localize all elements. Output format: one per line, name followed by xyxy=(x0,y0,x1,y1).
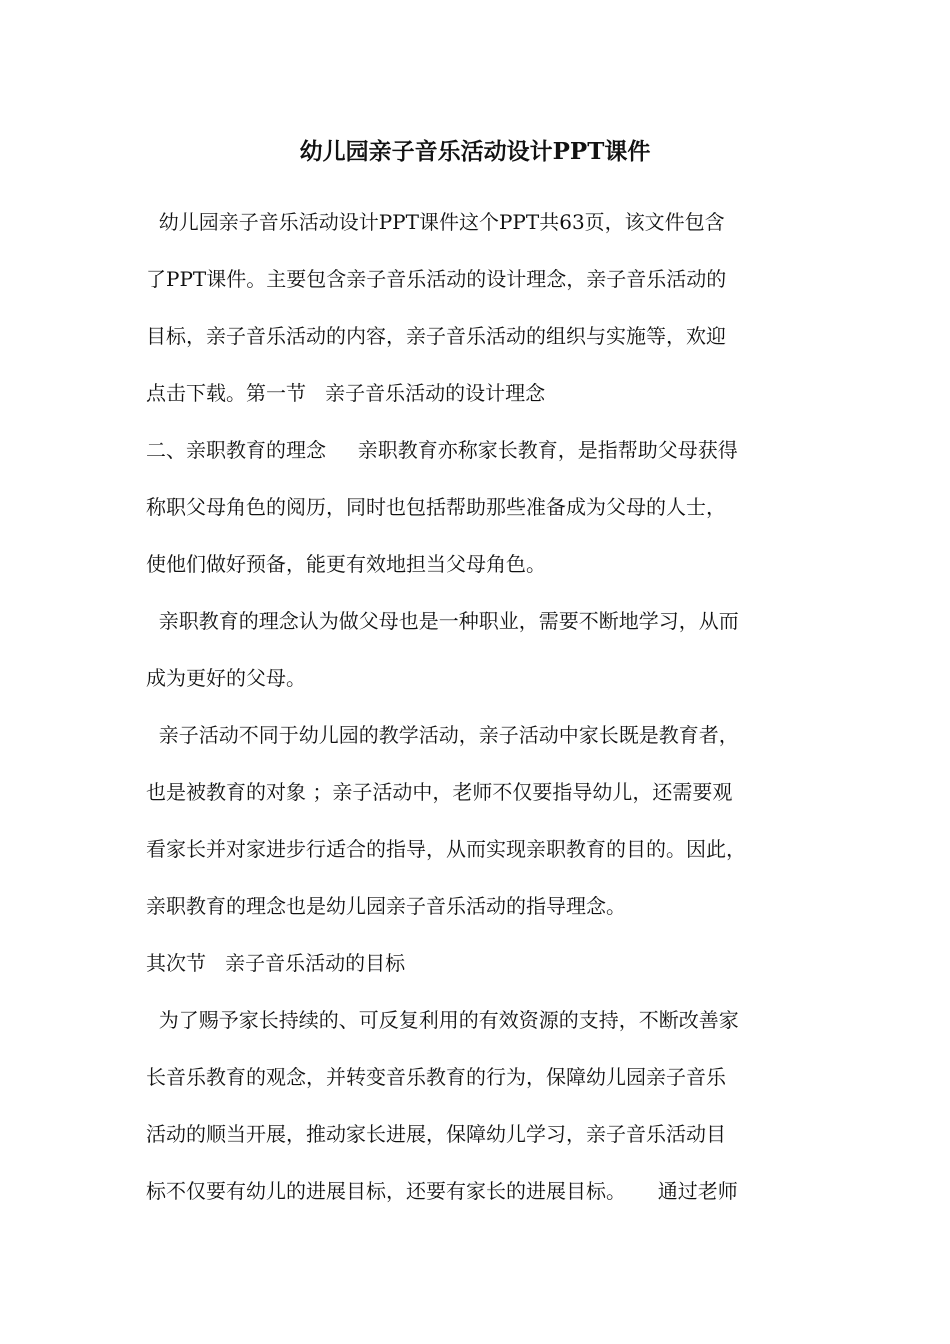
text-line: 二、亲职教育的理念 亲职教育亦称家长教育，是指帮助父母获得 xyxy=(146,438,738,462)
text-line: 亲职教育的理念也是幼儿园亲子音乐活动的指导理念。 xyxy=(146,894,626,918)
text-line: 使他们做好预备，能更有效地担当父母角色。 xyxy=(146,552,546,576)
text-line: 其次节 亲子音乐活动的目标 xyxy=(146,951,406,975)
text-line: 标不仅要有幼儿的进展目标，还要有家长的进展目标。 通过老师 xyxy=(146,1179,738,1203)
text-line: 成为更好的父母。 xyxy=(146,666,306,690)
text-line: 称职父母角色的阅历，同时也包括帮助那些准备成为父母的人士， xyxy=(146,495,726,519)
text-line: 亲职教育的理念认为做父母也是一种职业，需要不断地学习，从而 xyxy=(146,609,739,633)
text-line: 亲子活动不同于幼儿园的教学活动，亲子活动中家长既是教育者， xyxy=(146,723,739,747)
text-line: 点击下载。第一节 亲子音乐活动的设计理念 xyxy=(146,381,546,405)
text-line: 幼儿园亲子音乐活动设计PPT课件这个PPT共63页，该文件包含 xyxy=(146,210,725,234)
text-line: 长音乐教育的观念，并转变音乐教育的行为，保障幼儿园亲子音乐 xyxy=(146,1065,726,1089)
text-line: 了PPT课件。主要包含亲子音乐活动的设计理念，亲子音乐活动的 xyxy=(146,267,727,291)
text-line: 看家长并对家进步行适合的指导，从而实现亲职教育的目的。因此， xyxy=(146,837,746,861)
text-line: 活动的顺当开展，推动家长进展，保障幼儿学习，亲子音乐活动目 xyxy=(146,1122,726,1146)
document-title: 幼儿园亲子音乐活动设计PPT课件 xyxy=(299,138,651,165)
text-line: 也是被教育的对象 ；亲子活动中，老师不仅要指导幼儿，还需要观 xyxy=(146,780,733,804)
text-line: 目标，亲子音乐活动的内容，亲子音乐活动的组织与实施等，欢迎 xyxy=(146,324,726,348)
text-line: 为了赐予家长持续的、可反复利用的有效资源的支持，不断改善家 xyxy=(146,1008,739,1032)
